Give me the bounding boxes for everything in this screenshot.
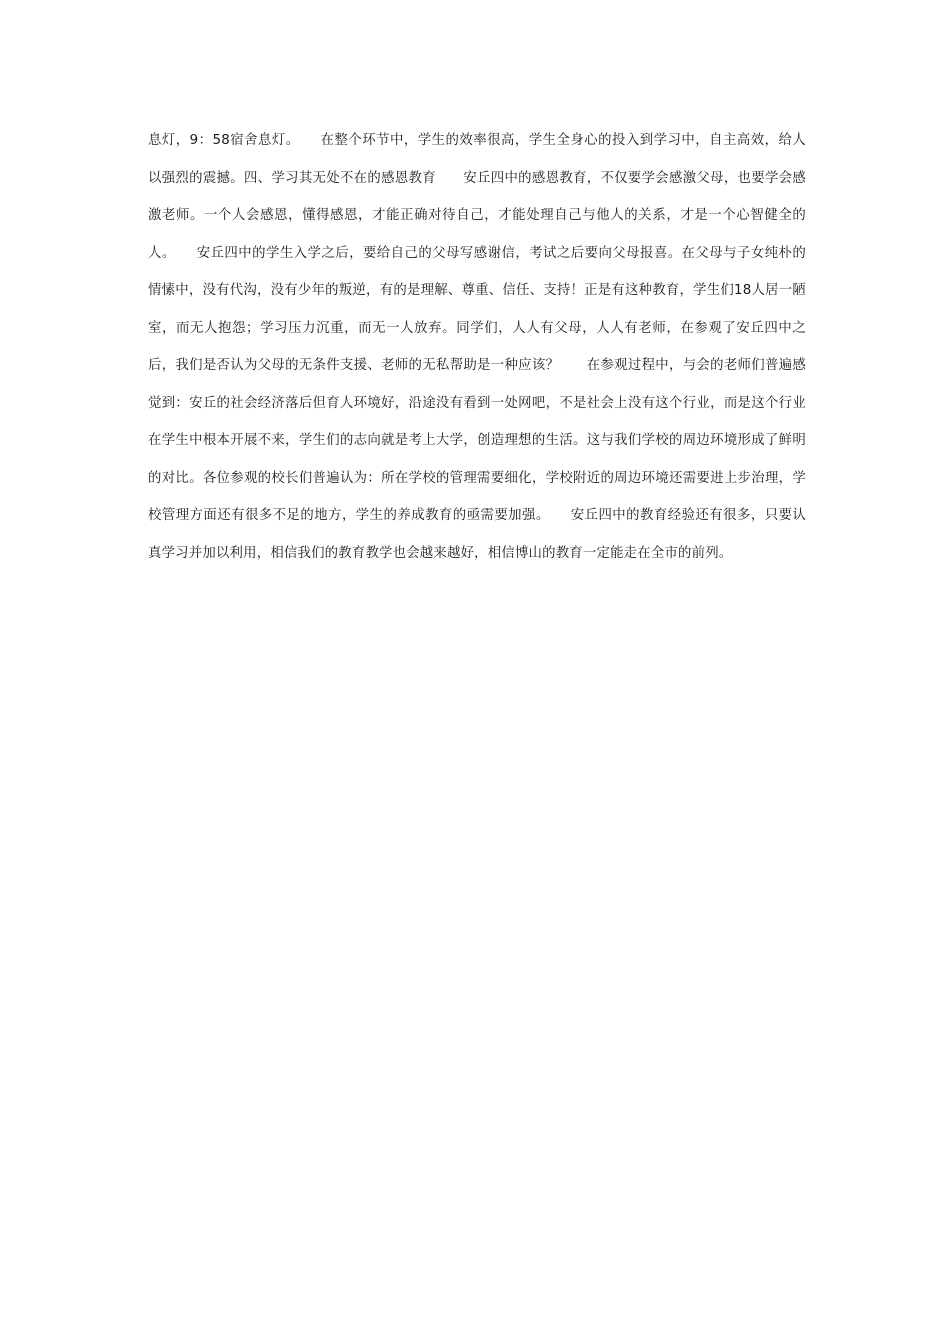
body-paragraph: 息灯，9：58宿舍息灯。 在整个环节中，学生的效率很高，学生全身心的投入到学习中，自主高效，给人以强烈的震撼。四、学习其无处不在的感恩教育 安丘四中的感恩教育，不仅要学会感激父母，也要学会感激老师。一个人会感恩，懂得感恩，才能正确对待自己，才能处理自己与他人的关系，才是一个心智健全的人。 安丘四中的学生入学之后，要给自己的父母写感谢信，考试之后要向父母报喜。在父母与子女纯朴的情愫中，没有代沟，没有少年的叛逆，有的是理解、尊重、信任、支持！正是有这种教育，学生们18人居一陋室，而无人抱怨；学习压力沉重，而无一人放弃。同学们，人人有父母，人人有老师，在参观了安丘四中之后，我们是否认为父母的无条件支援、老师的无私帮助是一种应该？ 在参观过程中，与会的老师们普遍感觉到：安丘的社会经济落后但育人环境好，沿途没有看到一处网吧，不是社会上没有这个行业，而是这个行业在学生中根本开展不来，学生们的志向就是考上大学，创造理想的生活。这与我们学校的周边环境形成了鲜明的对比。各位参观的校长们普遍认为：所在学校的管理需要细化，学校附近的周边环境还需要进上步治理，学校管理方面还有很多不足的地方，学生的养成教育的亟需要加强。 安丘四中的教育经验还有很多，只要认真学习并加以利用，相信我们的教育教学也会越来越好，相信博山的教育一定能走在全市的前列。 [148, 133, 806, 561]
